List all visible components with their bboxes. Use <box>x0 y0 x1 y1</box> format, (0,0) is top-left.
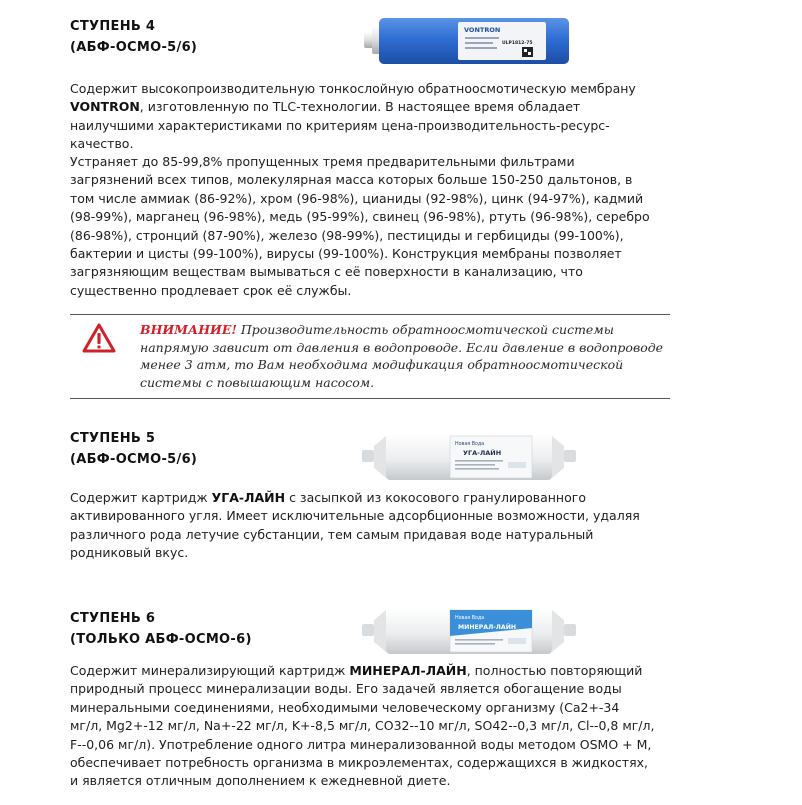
stage6-title: СТУПЕНЬ 6 <box>70 611 156 626</box>
vontron-brand: VONTRON <box>70 99 140 115</box>
stage4-subtitle: (АБФ-ОСМО-5/6) <box>70 40 198 55</box>
cartridge-left-fitting <box>362 450 374 462</box>
stage5-title: СТУПЕНЬ 5 <box>70 431 156 446</box>
uga-line-brand: Новая Вода <box>455 442 485 447</box>
uga-line-name: УГА-ЛАЙН <box>463 449 502 457</box>
warning-triangle-icon <box>82 322 116 354</box>
cartridge-right-fitting <box>564 624 576 636</box>
stage6-block <box>70 608 252 650</box>
membrane-model: ULP1812-75 <box>502 41 533 46</box>
uga-line-cartridge-image <box>362 424 576 490</box>
stage5-paragraph: Содержит картридж УГА-ЛАЙН с засыпкой из кокосового гранулированного активированного угля. Имеет исключительные адсорбционные возможности, удаляя различного рода летучие субстанции, тем самым придавая воде натуральный родниковый вкус. <box>70 490 640 561</box>
stage5-subtitle: (АБФ-ОСМО-5/6) <box>70 452 198 467</box>
warning-bottom-divider <box>70 398 670 399</box>
mineral-line-product-name: МИНЕРАЛ-ЛАЙН <box>349 663 467 678</box>
stage5-block <box>70 428 197 470</box>
membrane-image <box>362 12 574 72</box>
warning-text: ВНИМАНИЕ! Производительность обратноосмотической системы напрямую зависит от давления в водопроводе. Если давление в водопроводе менее 3 атм, то Вам необходима модификация обратноосмотической системы с повышающим насосом. <box>140 322 664 390</box>
warning-top-divider <box>70 314 670 315</box>
stage4-block <box>70 16 197 58</box>
mineral-line-name: МИНЕРАЛ-ЛАЙН <box>458 624 517 631</box>
mineral-line-brand: Новая Вода <box>455 616 485 621</box>
warning-label: ВНИМАНИЕ! <box>140 322 237 337</box>
mineral-line-cartridge-image <box>362 598 576 664</box>
cartridge-right-fitting <box>564 450 576 462</box>
stage6-paragraph: Содержит минерализирующий картридж МИНЕРАЛ-ЛАЙН, полностью повторяющий природный процесс минерализации воды. Его задачей является обогащение воды минеральными соединениями, необходимыми человеческому организму (Ca2+-34 мг/л, Mg2+-12 мг/л, Na+-22 мг/л, K+-8,5 мг/л, CO32--10 мг/л, SO42--0,3 мг/л, Cl--0,8 мг/л, F--0,06 мг/л). Употребление одного литра минерализованной воды методом OSMO + M, обеспечивает потребность организма в микроэлементах, содержащихся в жидкостях, и является отличным дополнением к ежедневной диете. <box>70 663 655 789</box>
stage4-paragraph2: Устраняет до 85-99,8% пропущенных тремя предварительными фильтрами загрязнений всех типов, молекулярная масса которых больше 150-250 дальтонов, в том числе аммиак (86-92%), хром (96-98%), цианиды (92-98%), цинк (94-97%), кадмий (98-99%), марганец (96-98%), медь (95-99%), свинец (96-98%), ртуть (96-98%), серебро (86-98%), стронций (87-90%), железо (98-99%), пестициды и гербициды (99-100%), бактерии и цисты (99-100%), вирусы (99-100%). Конструкция мембраны позволяет загрязняющим веществам вымываться с её поверхности в канализацию, что существенно продлевает срок её службы. <box>70 154 650 298</box>
stage6-subtitle: (ТОЛЬКО АБФ-ОСМО-6) <box>70 632 252 647</box>
cartridge-left-fitting <box>362 624 374 636</box>
stage4-paragraph1: Содержит высокопроизводительную тонкослойную обратноосмотическую мембрану VONTRON, изготовленную по TLC-технологии. В настоящее время обладает наилучшими характеристиками по критериям цена-производительность-ресурс- качество. <box>70 81 636 152</box>
uga-line-product-name: УГА-ЛАЙН <box>211 490 286 505</box>
stage4-title: СТУПЕНЬ 4 <box>70 19 156 34</box>
membrane-qr-code <box>522 47 533 57</box>
membrane-brand: VONTRON <box>464 26 501 34</box>
